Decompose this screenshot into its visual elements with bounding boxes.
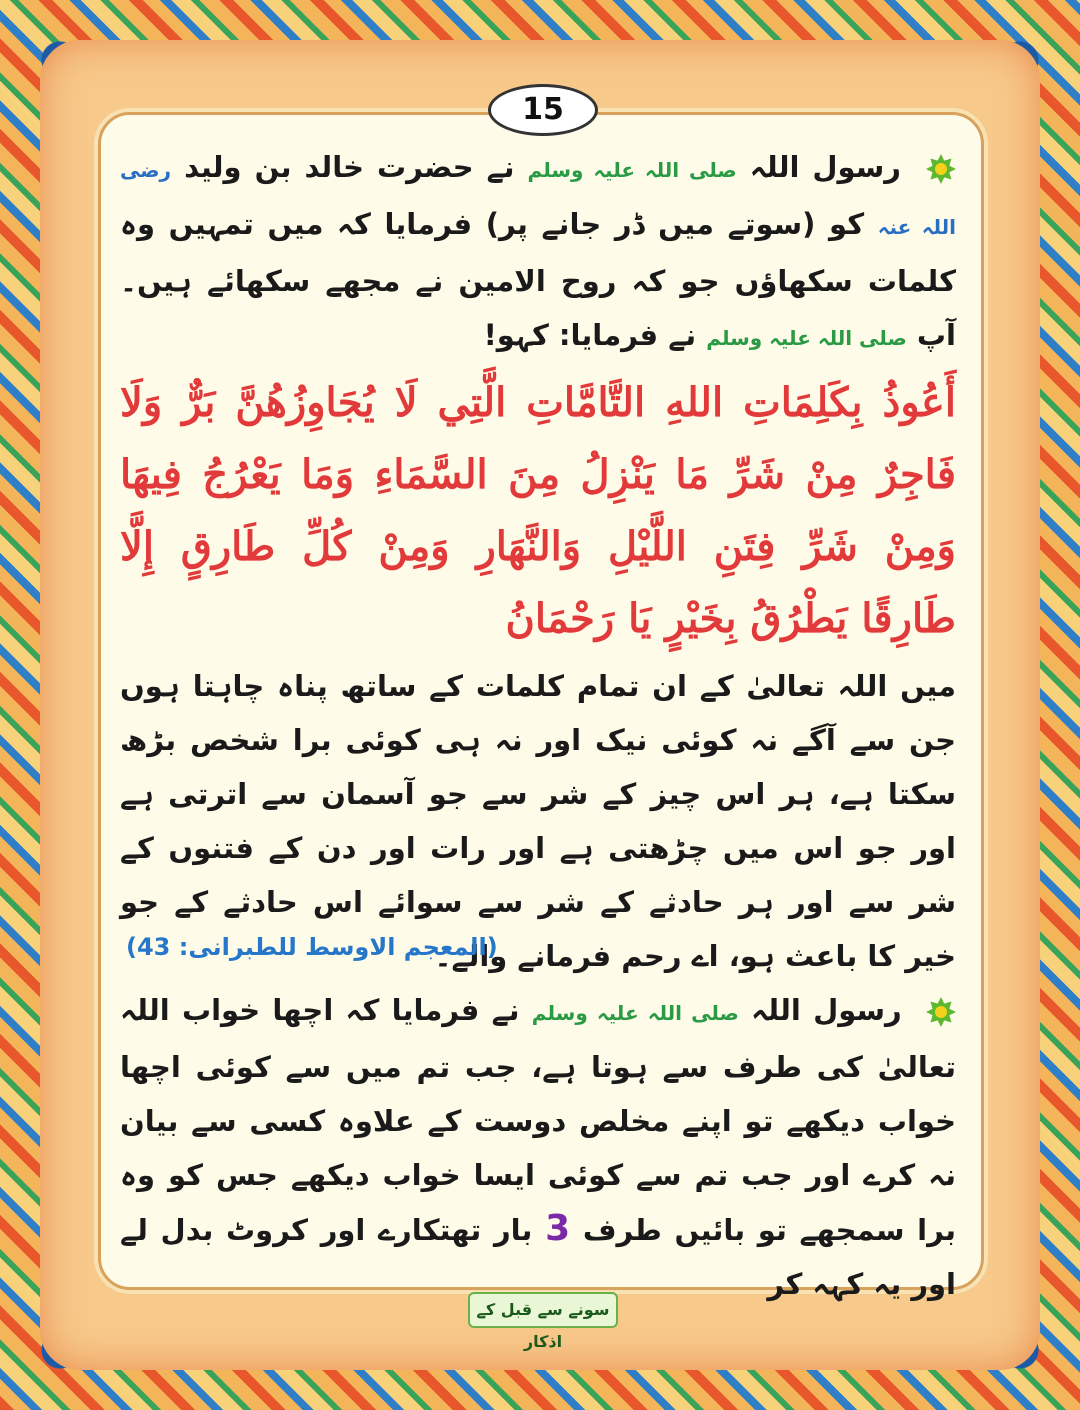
hadith1-text-part4: نے فرمایا: کہو!: [483, 318, 697, 352]
hadith-paragraph-2: [120, 983, 956, 1311]
hadith1-text-part2: نے حضرت خالد بن ولید: [184, 150, 515, 184]
page-number: 15: [488, 84, 598, 136]
arabic-dua: أَعُوذُ بِكَلِمَاتِ اللهِ التَّامَّاتِ الَّتِي لَا يُجَاوِزُهُنَّ بَرٌّ وَلَا فَاجِرٌ مِنْ شَرِّ مَا يَنْزِلُ مِنَ السَّمَاءِ وَمَا يَعْرُجُ فِيهَا وَمِنْ شَرِّ فِتَنِ اللَّيْلِ وَالنَّهَارِ وَمِنْ كُلِّ طَارِقٍ إِلَّا طَارِقًا يَطْرُقُ بِخَيْرٍ يَا رَحْمَانُ: [120, 379, 956, 642]
hadith2-text-part3: بار تھتکارے اور کروٹ بدل لے اور یہ کہہ کر: [120, 1213, 956, 1301]
radi-allah-text: رضی اللہ عنہ: [120, 158, 956, 239]
sun-flower-bullet-icon: [926, 997, 956, 1027]
hadith2-text-part2: نے فرمایا کہ اچھا خواب اللہ تعالیٰ کی طرف سے ہوتا ہے، جب تم میں سے کوئی اچھا خواب دیکھے تو اپنے مخلص دوست کے علاوہ کسی سے بیان نہ کرے اور جب تم سے کوئی ایسا خواب دیکھے جس کو وہ برا سمجھے تو بائیں طرف: [120, 993, 956, 1247]
salawat-text: صلی اللہ علیہ وسلم: [531, 1001, 739, 1025]
book-title-footer: سونے سے قبل کے اذکار: [468, 1292, 618, 1328]
translation-text: میں اللہ تعالیٰ کے ان تمام کلمات کے ساتھ پناہ چاہتا ہوں جن سے آگے نہ کوئی نیک اور نہ ہی کوئی برا شخص بڑھ سکتا ہے، ہر اس چیز کے شر سے جو آسمان سے اترتی ہے اور جو اس میں چڑھتی ہے اور رات اور دن کے فتنوں کے شر سے اور ہر حادثے کے شر سے سوائے اس حادثے کے جو خیر کا باعث ہو، اے رحم فرمانے والے۔: [120, 669, 956, 973]
reference-citation: (المعجم الاوسط للطبرانی: 43): [126, 933, 498, 961]
hadith1-text-part3: کو (سوتے میں ڈر جانے پر) فرمایا کہ میں تمہیں وہ کلمات سکھاؤں جو کہ روح الامین نے مجھے سکھائے ہیں۔ آپ: [120, 207, 956, 352]
salawat-text: صلی اللہ علیہ وسلم: [706, 326, 907, 350]
sun-flower-bullet-icon: [926, 154, 956, 184]
hadith1-text-part1: رسول اللہ: [749, 150, 901, 184]
hadith2-text-part1: رسول اللہ: [751, 993, 902, 1027]
page-content: [120, 140, 956, 1311]
salawat-text: صلی اللہ علیہ وسلم: [527, 158, 737, 182]
highlight-number: 3: [545, 1208, 571, 1249]
hadith-paragraph-1: [120, 140, 956, 365]
